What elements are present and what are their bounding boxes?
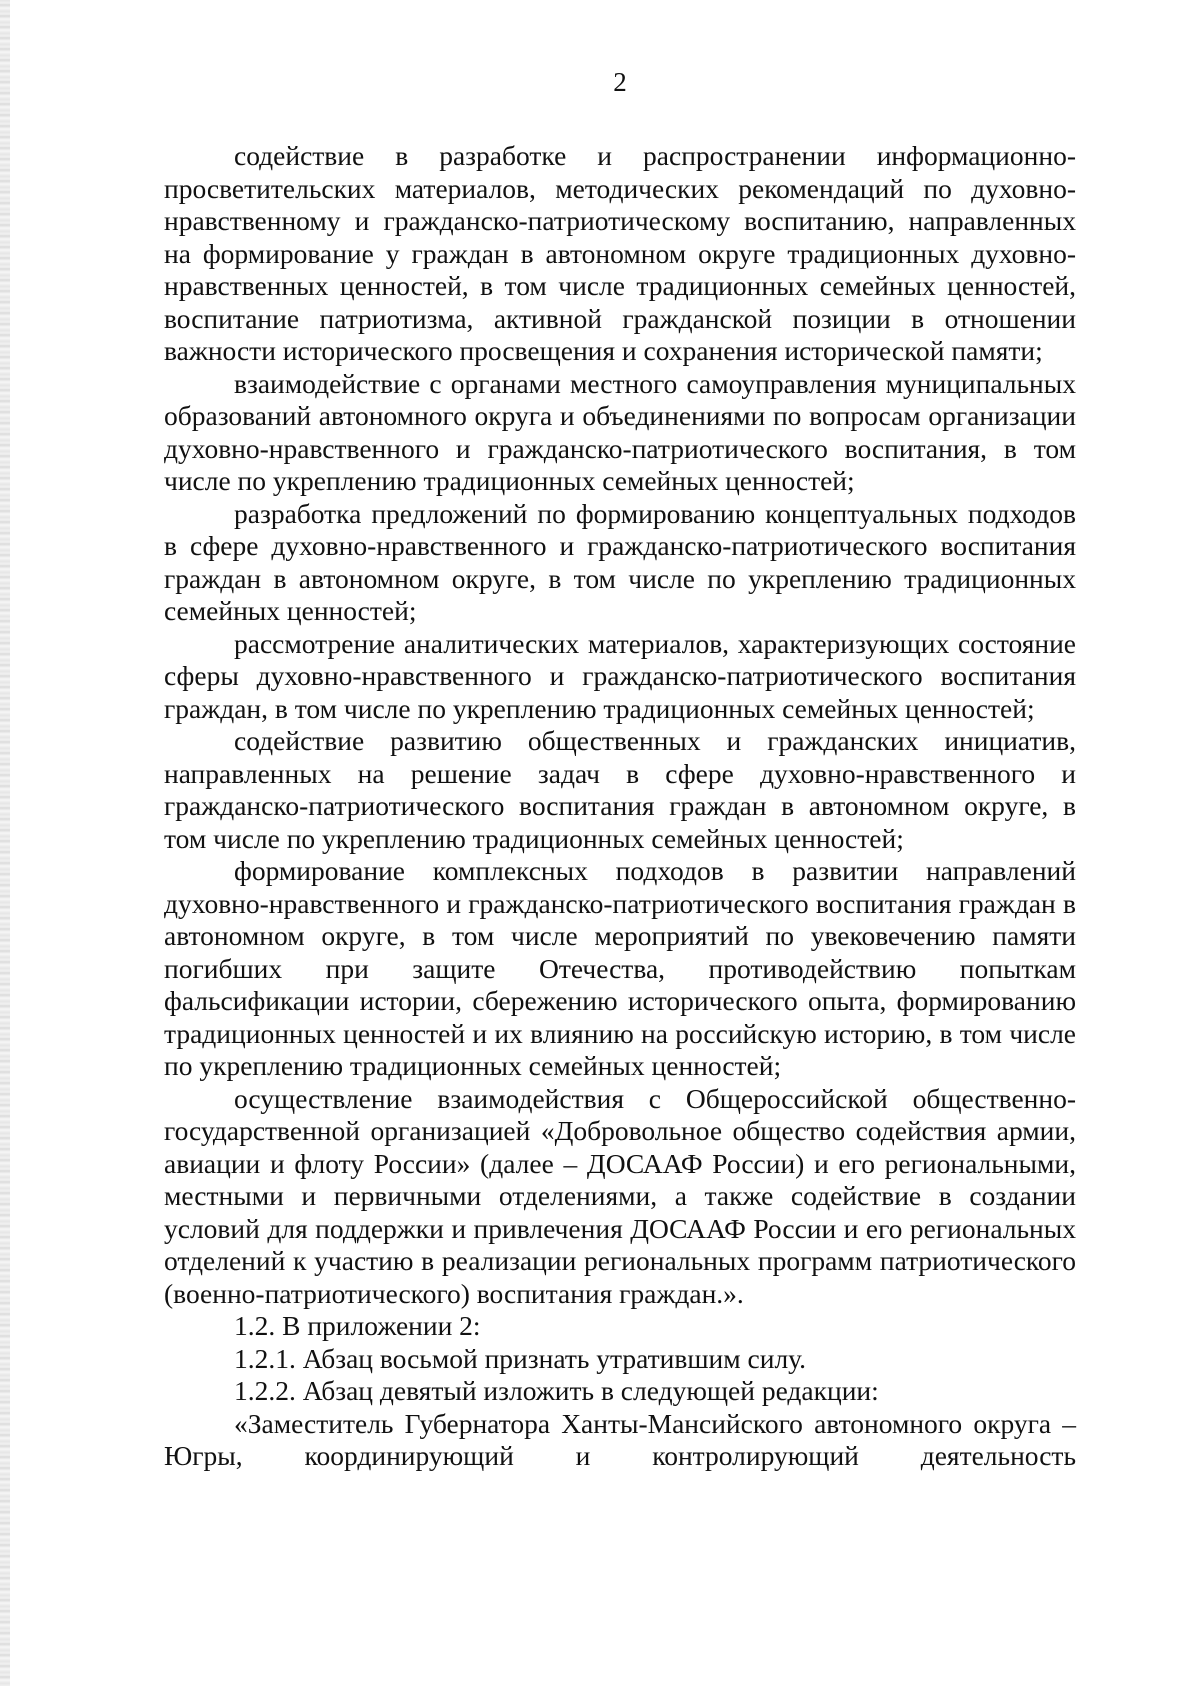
paragraph-clause-1-2-2: 1.2.2. Абзац девятый изложить в следующей редакции: [234,1375,879,1406]
paragraph-clause-1-2-1: 1.2.1. Абзац восьмой признать утратившим силу. [234,1342,807,1374]
paragraph-appendix-2-heading: 1.2. В приложении 2: [234,1310,481,1341]
paragraph-deputy-governor: «Заместитель Губернатора Ханты-Мансийского автономного округа – Югры, координирующий и контролирующий деятельность [164,1407,1076,1471]
scan-edge-artifact [0,0,10,1686]
paragraph-civic-initiatives: содействие развитию общественных и гражданских инициатив, направленных на решение задач в сфере духовно-нравственного и гражданско-патриотического воспитания граждан в автономном округе, в том числе по укреплению традиционных семейных ценностей; [164,725,1076,854]
paragraph-proposals-development: разработка предложений по формированию концептуальных подходов в сфере духовно-нравственного и гражданско-патриотического воспитания граждан в автономном округе, в том числе по укреплению традиционных семейных ценностей; [164,497,1076,626]
page-number: 2 [613,67,627,97]
paragraph-complex-approaches: формирование комплексных подходов в развитии направлений духовно-нравственного и гражданско-патриотического воспитания граждан в автономном округе, в том числе мероприятий по увековечению памяти погибших при защите Отечества, противодействию попыткам фальсификации истории, сбережению исторического опыта, формированию традиционных ценностей и их влиянию на российскую историю, в том числе по укреплению традиционных семейных ценностей; [164,855,1076,1081]
paragraph-interaction-local-government: взаимодействие с органами местного самоуправления муниципальных образований автономного округа и объединениями по вопросам организации духовно-нравственного и гражданско-патриотического воспитания, в том числе по укреплению традиционных семейных ценностей; [164,367,1076,496]
document-body [164,140,1076,1473]
paragraph-dosaaf-interaction: осуществление взаимодействия с Общероссийской общественно-государственной организацией «Добровольное общество содействия армии, авиации и флоту России» (далее – ДОСААФ России) и его региональными, местными и первичными отделениями, а также содействие в создании условий для поддержки и привлечения ДОСААФ России и его региональных отделений к участию в реализации региональных программ патриотического (военно-патриотического) воспитания граждан.». [164,1082,1076,1309]
paragraph-promotion-materials: содействие в разработке и распространении информационно-просветительских материалов, методических рекомендаций по духовно-нравственному и гражданско-патриотическому воспитанию, направленных на формирование у граждан в автономном округе традиционных духовно-нравственных ценностей, в том числе традиционных семейных ценностей, воспитание патриотизма, активной гражданской позиции в отношении важности исторического просвещения и сохранения исторической памяти; [164,140,1076,366]
paragraph-analytical-materials: рассмотрение аналитических материалов, характеризующих состояние сферы духовно-нравственного и гражданско-патриотического воспитания граждан, в том числе по укреплению традиционных семейных ценностей; [164,627,1076,724]
